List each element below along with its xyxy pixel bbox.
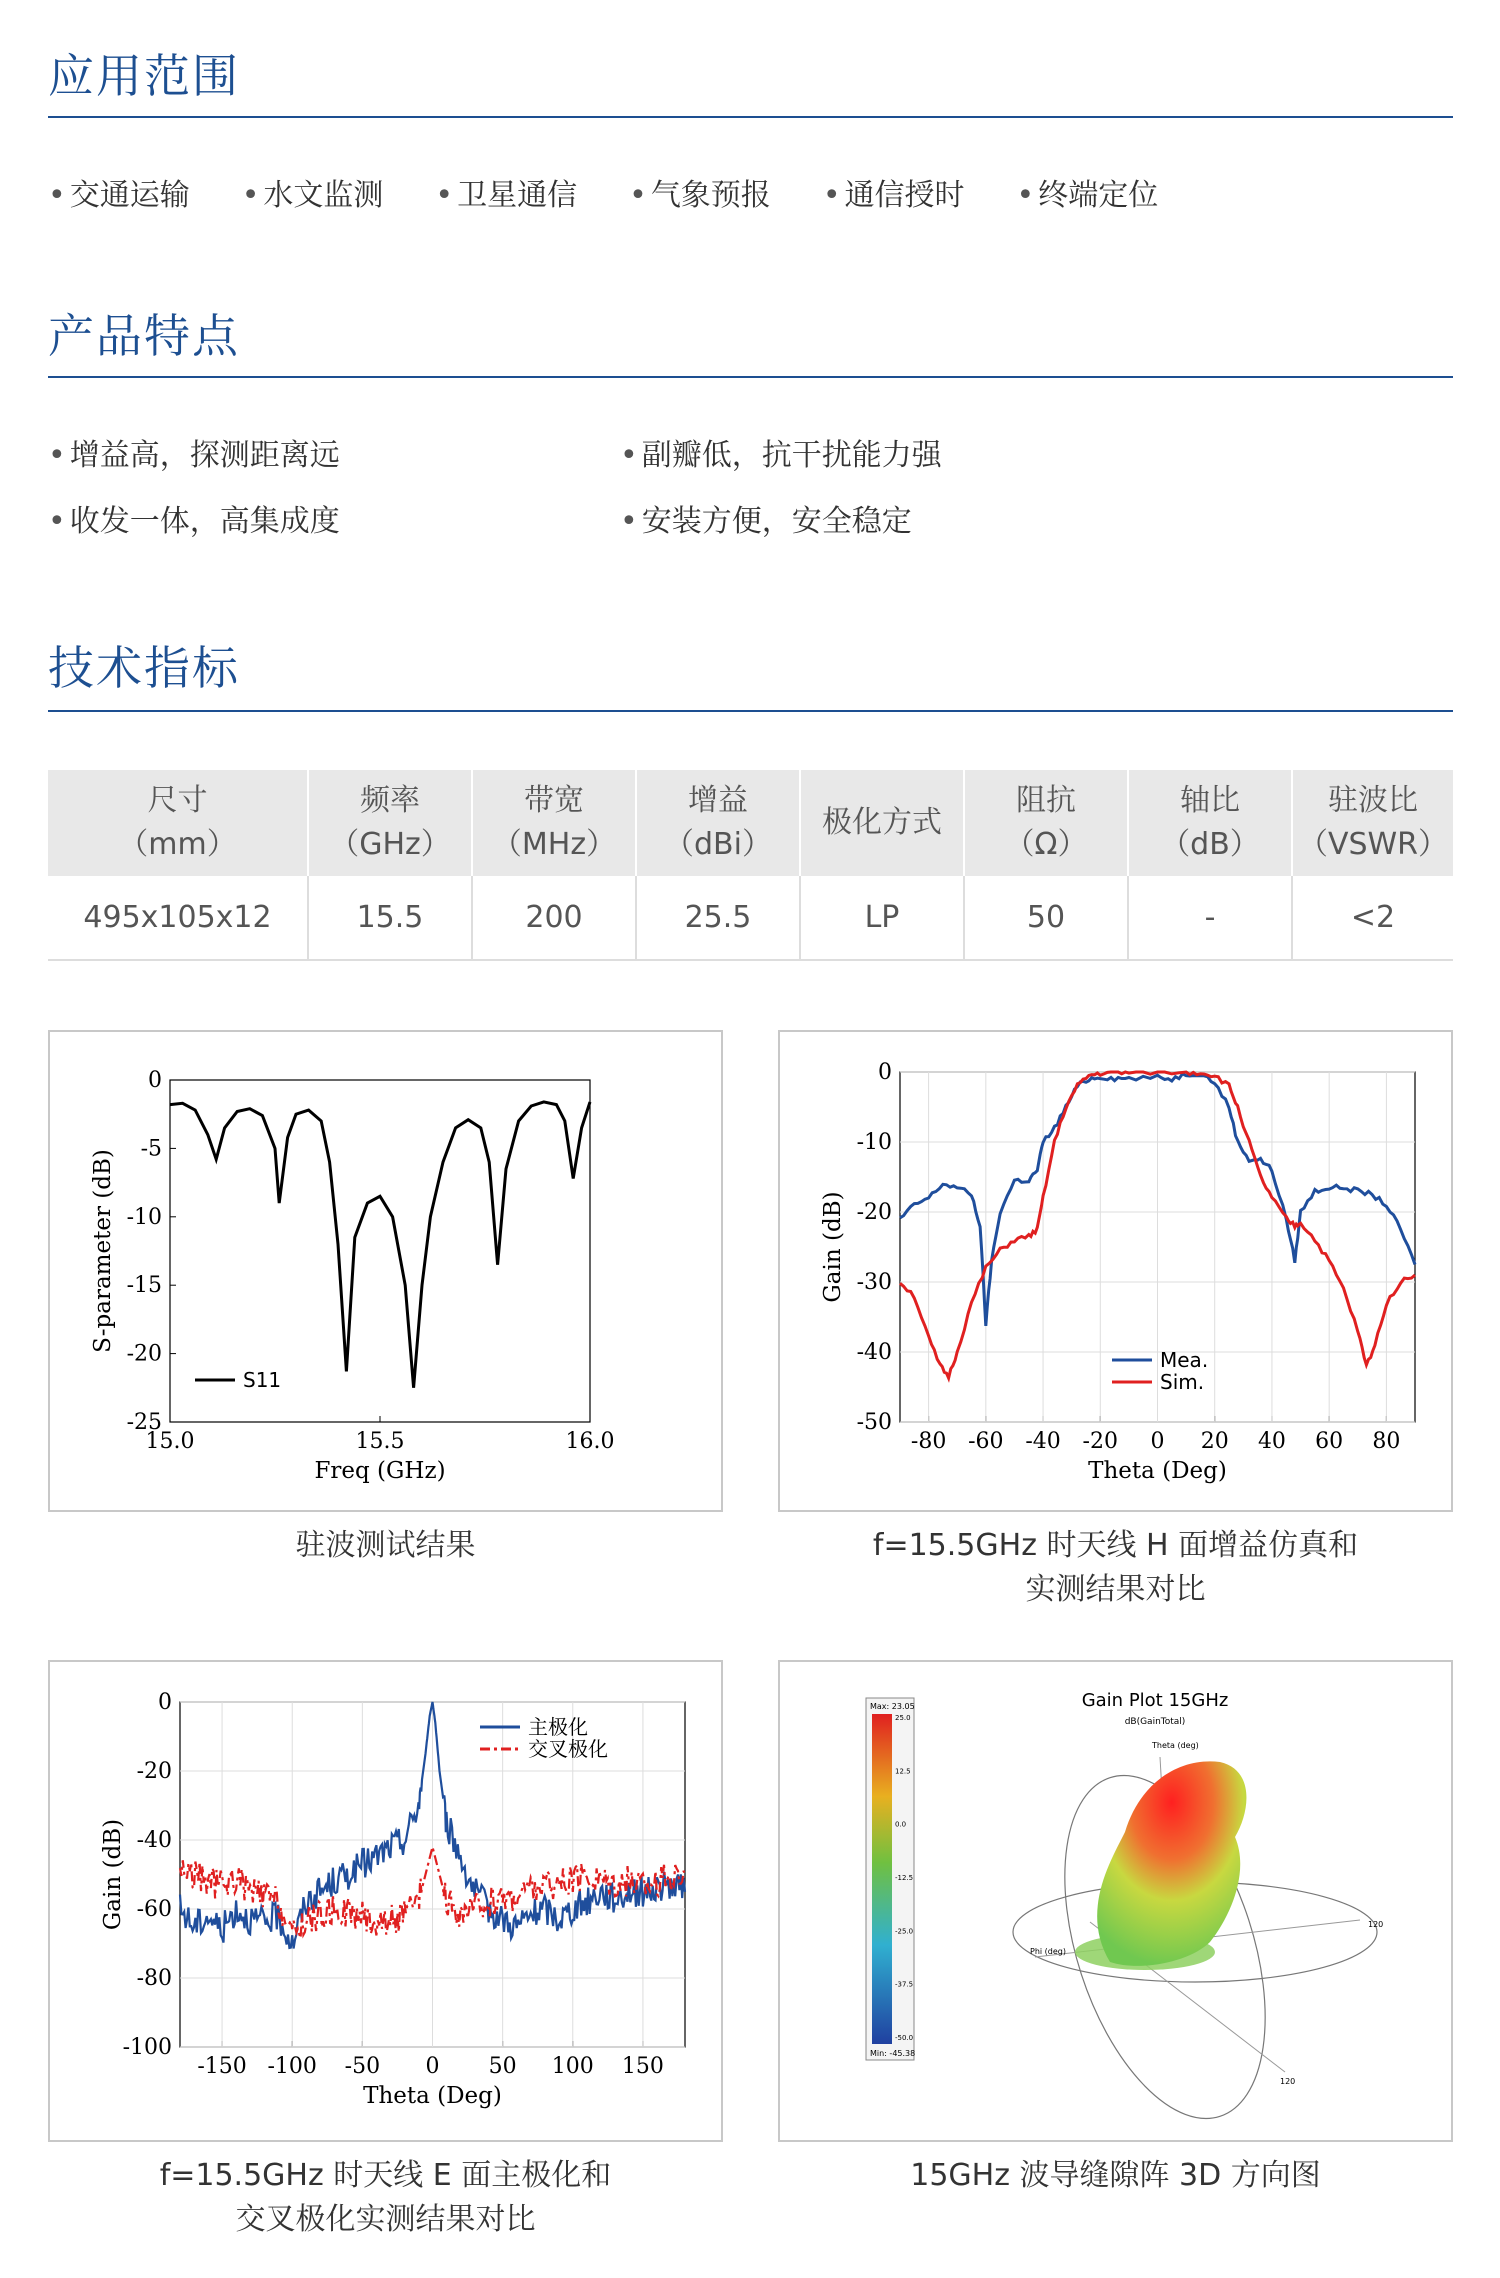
section-title-applications: 应用范围 xyxy=(48,49,240,103)
colorbar xyxy=(872,1714,892,2044)
figure-e-plane-gain xyxy=(48,1660,723,2142)
x-tick-label: 0 xyxy=(1150,1429,1165,1454)
spec-header-unit: （Ω） xyxy=(1004,827,1088,862)
ring-tick-label: 120 xyxy=(1368,1920,1384,1929)
x-tick-label: -80 xyxy=(910,1429,947,1454)
y-tick-label: -30 xyxy=(856,1270,892,1295)
application-item: • 水文监测 xyxy=(242,170,384,214)
spec-header-name: 增益 xyxy=(688,783,748,818)
spec-header-name: 驻波比 xyxy=(1328,783,1418,818)
caption-line: f=15.5GHz 时天线 E 面主极化和 xyxy=(159,2158,612,2193)
x-tick-label: -40 xyxy=(1025,1429,1061,1454)
feature-item: • 副瓣低，抗干扰能力强 xyxy=(620,430,942,474)
y-tick-label: -50 xyxy=(856,1410,892,1435)
figure-3d-pattern xyxy=(778,1660,1453,2142)
spec-header-cell xyxy=(800,770,964,876)
spec-header-cell xyxy=(308,770,472,876)
legend-label: Sim. xyxy=(1160,1370,1205,1394)
y-tick-label: -15 xyxy=(126,1273,162,1299)
phi-axis-label: Phi (deg) xyxy=(1030,1947,1066,1956)
plot-frame xyxy=(170,1080,590,1422)
section-divider xyxy=(48,376,1453,378)
application-list xyxy=(48,170,1210,214)
spec-value-cell: 200 xyxy=(472,876,636,960)
3d-pattern-plot xyxy=(780,1662,1455,2144)
application-item: • 气象预报 xyxy=(629,170,771,214)
ring-tick-label: 120 xyxy=(1280,2077,1296,2086)
x-tick-label: 150 xyxy=(621,2054,664,2079)
figure-caption xyxy=(48,2154,723,2242)
pattern-subtitle: dB(GainTotal) xyxy=(1124,1717,1186,1727)
colorbar-tick-label: -12.5 xyxy=(895,1874,914,1882)
x-tick-label: -100 xyxy=(267,2054,317,2079)
colorbar-tick-label: 25.0 xyxy=(895,1714,911,1722)
colorbar-tick-label: 12.5 xyxy=(895,1767,911,1776)
y-tick-label: -60 xyxy=(136,1897,172,1922)
x-tick-label: -60 xyxy=(968,1429,1004,1454)
x-axis-label: Freq (GHz) xyxy=(314,1458,446,1484)
spec-header-name: 频率 xyxy=(360,783,420,818)
application-item: • 卫星通信 xyxy=(435,170,577,214)
section-divider xyxy=(48,710,1453,712)
spec-value-cell: <2 xyxy=(1292,876,1453,960)
caption-line: 实测结果对比 xyxy=(1025,1572,1206,1607)
spec-header-name: 尺寸 xyxy=(147,783,208,818)
s11-chart xyxy=(50,1032,725,1514)
h-plane-gain-chart xyxy=(780,1032,1455,1514)
feature-item: • 增益高，探测距离远 xyxy=(48,430,340,474)
y-tick-label: -20 xyxy=(856,1200,892,1225)
x-tick-label: 80 xyxy=(1372,1429,1401,1454)
y-tick-label: -10 xyxy=(856,1130,892,1155)
spec-header-cell xyxy=(636,770,800,876)
colorbar-tick-label: -37.5 xyxy=(895,1980,914,1989)
x-tick-label: 60 xyxy=(1315,1429,1344,1454)
spec-header-row xyxy=(48,770,1453,876)
theta-axis-label: Theta (deg) xyxy=(1152,1741,1199,1750)
spec-header-name: 阻抗 xyxy=(1016,783,1076,818)
series-line xyxy=(170,1102,590,1388)
section-title-specs: 技术指标 xyxy=(48,641,240,695)
figure-caption xyxy=(778,2154,1453,2198)
colorbar-tick-label: 0.0 xyxy=(895,1820,907,1829)
y-tick-label: 0 xyxy=(148,1068,162,1093)
y-tick-label: -40 xyxy=(136,1828,172,1853)
x-tick-label: 20 xyxy=(1200,1429,1229,1454)
spec-value-cell: 50 xyxy=(964,876,1128,960)
x-tick-label: -20 xyxy=(1082,1429,1118,1454)
spec-header-cell xyxy=(48,770,308,876)
legend-label: S11 xyxy=(243,1368,282,1392)
caption-line: 驻波测试结果 xyxy=(295,1528,476,1563)
spec-header-name: 轴比 xyxy=(1180,783,1240,818)
y-axis-label: Gain (dB) xyxy=(100,1818,126,1931)
spec-value-cell: 25.5 xyxy=(636,876,800,960)
spec-value-cell: 495x105x12 xyxy=(48,876,308,960)
colorbar-tick-label: -50.0 xyxy=(895,2034,914,2042)
application-item: • 终端定位 xyxy=(1017,170,1159,214)
spec-header-unit: （dB） xyxy=(1160,827,1260,862)
legend-label: 主极化 xyxy=(528,1715,588,1739)
caption-line: 交叉极化实测结果对比 xyxy=(235,2202,536,2237)
pattern-title: Gain Plot 15GHz xyxy=(1081,1690,1229,1711)
figure-h-plane-gain xyxy=(778,1030,1453,1512)
y-tick-label: -10 xyxy=(126,1204,162,1230)
x-tick-label: 15.5 xyxy=(355,1429,405,1454)
spec-header-unit: （mm） xyxy=(118,827,237,862)
spec-header-cell xyxy=(964,770,1128,876)
x-tick-label: 16.0 xyxy=(565,1429,615,1454)
y-tick-label: 0 xyxy=(878,1060,892,1085)
y-tick-label: -5 xyxy=(140,1136,162,1162)
spec-value-cell: - xyxy=(1128,876,1292,960)
caption-line: 15GHz 波导缝隙阵 3D 方向图 xyxy=(910,2158,1321,2193)
x-axis-label: Theta (Deg) xyxy=(1088,1458,1227,1484)
spec-header-cell xyxy=(472,770,636,876)
x-tick-label: 15.0 xyxy=(145,1429,195,1454)
x-axis-label: Theta (Deg) xyxy=(363,2083,502,2109)
y-tick-label: -40 xyxy=(856,1340,892,1365)
colorbar-tick-label: -25.0 xyxy=(895,1927,914,1936)
y-tick-label: -20 xyxy=(126,1341,162,1367)
spec-header-unit: （VSWR） xyxy=(1297,827,1449,862)
spec-value-cell: 15.5 xyxy=(308,876,472,960)
y-axis-label: S-parameter (dB) xyxy=(90,1149,116,1353)
colorbar-min-label: Min: -45.38 xyxy=(870,2049,916,2058)
colorbar-max-label: Max: 23.05 xyxy=(870,1702,915,1711)
x-tick-label: 40 xyxy=(1257,1429,1286,1454)
x-tick-label: -50 xyxy=(344,2054,381,2079)
application-item: • 交通运输 xyxy=(48,170,190,214)
figure-s11 xyxy=(48,1030,723,1512)
figure-caption xyxy=(48,1524,723,1568)
feature-item: • 安装方便，安全稳定 xyxy=(620,496,912,540)
y-tick-label: -80 xyxy=(136,1966,172,1991)
y-tick-label: 0 xyxy=(158,1690,172,1715)
legend-label: 交叉极化 xyxy=(528,1737,608,1761)
spec-header-unit: （dBi） xyxy=(664,827,772,862)
spec-header-unit: （GHz） xyxy=(329,827,451,862)
y-tick-label: -20 xyxy=(136,1759,172,1784)
legend-label: Mea. xyxy=(1160,1348,1209,1372)
section-title-features: 产品特点 xyxy=(48,309,240,363)
spec-header-cell xyxy=(1292,770,1453,876)
spec-header-cell xyxy=(1128,770,1292,876)
spec-header-name: 带宽 xyxy=(524,783,584,818)
caption-line: f=15.5GHz 时天线 H 面增益仿真和 xyxy=(872,1528,1359,1563)
figure-caption xyxy=(778,1524,1453,1612)
y-tick-label: -25 xyxy=(126,1410,162,1435)
spec-value-row xyxy=(48,876,1453,960)
y-tick-label: -100 xyxy=(122,2035,172,2060)
x-tick-label: -150 xyxy=(197,2054,247,2079)
spec-value-cell: LP xyxy=(800,876,964,960)
application-item: • 通信授时 xyxy=(823,170,965,214)
x-tick-label: 0 xyxy=(425,2054,440,2079)
spec-header-unit: （MHz） xyxy=(491,827,617,862)
y-axis-label: Gain (dB) xyxy=(820,1191,846,1303)
spec-header-name: 极化方式 xyxy=(822,805,942,840)
x-tick-label: 100 xyxy=(551,2054,594,2079)
feature-item: • 收发一体，高集成度 xyxy=(48,496,340,540)
x-tick-label: 50 xyxy=(488,2054,517,2079)
section-divider xyxy=(48,116,1453,118)
spec-table xyxy=(48,770,1453,961)
e-plane-gain-chart xyxy=(50,1662,725,2144)
